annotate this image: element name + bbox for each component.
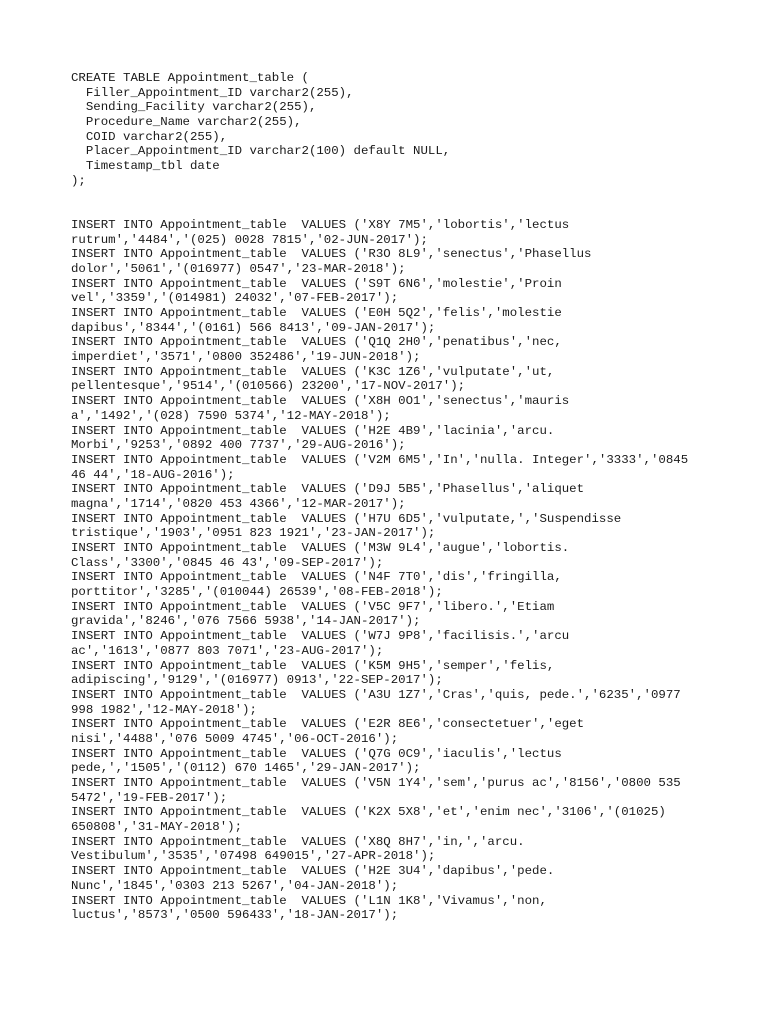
insert-line: INSERT INTO Appointment_table VALUES ('E2R 8E6','consectetuer','eget: [71, 717, 585, 732]
insert-line: INSERT INTO Appointment_table VALUES ('X8H 0O1','senectus','mauris: [71, 394, 570, 409]
insert-line: luctus','8573','0500 596433','18-JAN-2017');: [71, 908, 399, 923]
create-table-statement: [71, 71, 731, 189]
insert-line: porttitor','3285','(010044) 26539','08-FEB-2018');: [71, 585, 443, 600]
insert-line: Vestibulum','3535','07498 649015','27-APR-2018');: [71, 849, 436, 864]
create-table-line: Procedure_Name varchar2(255),: [71, 115, 302, 130]
insert-line: INSERT INTO Appointment_table VALUES ('H7U 6D5','vulputate,','Suspendisse: [71, 511, 622, 526]
insert-line: INSERT INTO Appointment_table VALUES ('X8Q 8H7','in,','arcu.: [71, 834, 525, 849]
insert-line: INSERT INTO Appointment_table VALUES ('K2X 5X8','et','enim nec','3106','(01025): [71, 805, 666, 820]
insert-line: tristique','1903','0951 823 1921','23-JAN-2017');: [71, 526, 436, 541]
insert-line: INSERT INTO Appointment_table VALUES ('V5N 1Y4','sem','purus ac','8156','0800 535: [71, 776, 681, 791]
insert-line: INSERT INTO Appointment_table VALUES ('M3W 9L4','augue','lobortis.: [71, 541, 570, 556]
insert-statements: [71, 218, 731, 923]
insert-line: dolor','5061','(016977) 0547','23-MAR-2018');: [71, 261, 406, 276]
insert-line: INSERT INTO Appointment_table VALUES ('N4F 7T0','dis','fringilla,: [71, 570, 562, 585]
insert-line: magna','1714','0820 453 4366','12-MAR-2017');: [71, 496, 406, 511]
insert-line: imperdiet','3571','0800 352486','19-JUN-2018');: [71, 350, 421, 365]
insert-line: INSERT INTO Appointment_table VALUES ('R3O 8L9','senectus','Phasellus: [71, 247, 592, 262]
insert-line: rutrum','4484','(025) 0028 7815','02-JUN-2017');: [71, 232, 428, 247]
insert-line: INSERT INTO Appointment_table VALUES ('Q7G 0C9','iaculis','lectus: [71, 746, 562, 761]
insert-line: INSERT INTO Appointment_table VALUES ('V5C 9F7','libero.','Etiam: [71, 599, 555, 614]
insert-line: pede,','1505','(0112) 670 1465','29-JAN-2017');: [71, 761, 421, 776]
insert-line: vel','3359','(014981) 24032','07-FEB-2017');: [71, 291, 399, 306]
insert-line: INSERT INTO Appointment_table VALUES ('W7J 9P8','facilisis.','arcu: [71, 629, 570, 644]
insert-line: dapibus','8344','(0161) 566 8413','09-JAN-2017');: [71, 320, 436, 335]
insert-line: INSERT INTO Appointment_table VALUES ('H2E 3U4','dapibus','pede.: [71, 864, 555, 879]
insert-line: Nunc','1845','0303 213 5267','04-JAN-2018');: [71, 878, 399, 893]
insert-line: INSERT INTO Appointment_table VALUES ('E0H 5Q2','felis','molestie: [71, 306, 562, 321]
insert-line: 5472','19-FEB-2017');: [71, 790, 228, 805]
create-table-line: CREATE TABLE Appointment_table (: [71, 71, 309, 85]
create-table-line: Filler_Appointment_ID varchar2(255),: [71, 85, 354, 100]
insert-line: INSERT INTO Appointment_table VALUES ('S9T 6N6','molestie','Proin: [71, 276, 562, 291]
create-table-line: );: [71, 173, 86, 188]
insert-line: INSERT INTO Appointment_table VALUES ('L1N 1K8','Vivamus','non,: [71, 893, 547, 908]
insert-line: nisi','4488','076 5009 4745','06-OCT-2016');: [71, 731, 399, 746]
insert-line: Class','3300','0845 46 43','09-SEP-2017');: [71, 555, 384, 570]
insert-line: INSERT INTO Appointment_table VALUES ('H2E 4B9','lacinia','arcu.: [71, 423, 555, 438]
sql-document: [71, 71, 731, 923]
insert-line: pellentesque','9514','(010566) 23200','17-NOV-2017');: [71, 379, 466, 394]
insert-line: a','1492','(028) 7590 5374','12-MAY-2018');: [71, 408, 391, 423]
insert-line: INSERT INTO Appointment_table VALUES ('K3C 1Z6','vulputate','ut,: [71, 364, 555, 379]
insert-line: INSERT INTO Appointment_table VALUES ('V2M 6M5','In','nulla. Integer','3333','0845: [71, 452, 689, 467]
insert-line: adipiscing','9129','(016977) 0913','22-SEP-2017');: [71, 673, 443, 688]
create-table-line: Placer_Appointment_ID varchar2(100) default NULL,: [71, 144, 451, 159]
create-table-line: Timestamp_tbl date: [71, 159, 220, 174]
insert-line: INSERT INTO Appointment_table VALUES ('X8Y 7M5','lobortis','lectus: [71, 217, 570, 232]
insert-line: 998 1982','12-MAY-2018');: [71, 702, 257, 717]
create-table-line: COID varchar2(255),: [71, 129, 228, 144]
insert-line: 650808','31-MAY-2018');: [71, 820, 243, 835]
insert-line: INSERT INTO Appointment_table VALUES ('Q1Q 2H0','penatibus','nec,: [71, 335, 562, 350]
insert-line: INSERT INTO Appointment_table VALUES ('K5M 9H5','semper','felis,: [71, 658, 555, 673]
insert-line: ac','1613','0877 803 7071','23-AUG-2017');: [71, 643, 384, 658]
create-table-line: Sending_Facility varchar2(255),: [71, 100, 317, 115]
insert-line: gravida','8246','076 7566 5938','14-JAN-2017');: [71, 614, 421, 629]
insert-line: 46 44','18-AUG-2016');: [71, 467, 235, 482]
insert-line: Morbi','9253','0892 400 7737','29-AUG-2016');: [71, 438, 406, 453]
insert-line: INSERT INTO Appointment_table VALUES ('D9J 5B5','Phasellus','aliquet: [71, 482, 585, 497]
insert-line: INSERT INTO Appointment_table VALUES ('A3U 1Z7','Cras','quis, pede.','6235','0977: [71, 687, 681, 702]
